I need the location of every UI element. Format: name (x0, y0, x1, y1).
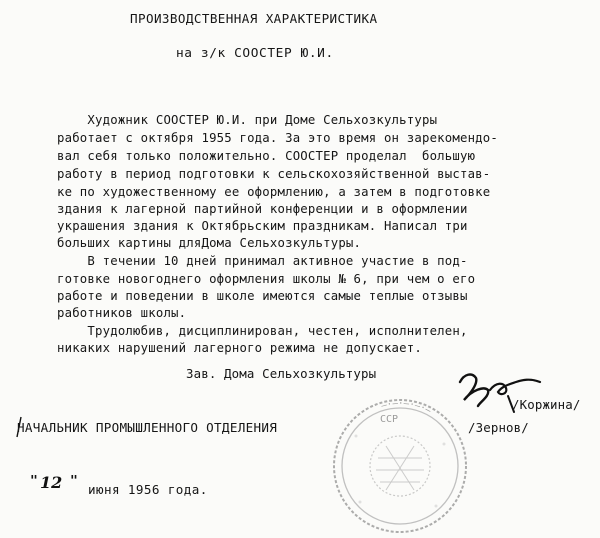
body-line: работе и поведении в школе имеются самые теплые отзывы (57, 289, 468, 303)
body-line: здания к лагерной партийной конференции и в оформлении (57, 202, 468, 216)
body-line: украшения здания к Октябрьским праздникам. Написал три (57, 219, 468, 233)
date-open-quote: " (30, 474, 38, 489)
body-line: больших картины дляДома Сельхозкультуры. (57, 236, 362, 250)
body-line: работников школы. (57, 306, 187, 320)
body-line: ке по художественному ее оформлению, а затем в подготовке (57, 185, 491, 199)
date-day: 12 (40, 473, 63, 492)
signature-name-zernov: /Зернов/ (468, 420, 529, 435)
head-role: НАЧАЛЬНИК ПРОМЫШЛЕННОГО ОТДЕЛЕНИЯ (17, 420, 278, 435)
document-subtitle: на з/к СООСТЕР Ю.И. (176, 46, 334, 61)
stamp-text: ССР (380, 414, 399, 425)
body-line: Трудолюбив, дисциплинирован, честен, исполнителен, (57, 324, 468, 338)
body-line: никаких нарушений лагерного режима не допускает. (57, 341, 422, 355)
signature-role: Зав. Дома Сельхозкультуры (186, 366, 377, 381)
date-text: июня 1956 года. (88, 482, 208, 497)
body-line: В течении 10 дней принимал активное участие в под- (57, 254, 468, 268)
body-line: готовке новогоднего оформления школы № 6, при чем о его (57, 272, 476, 286)
body-line: работает с октября 1955 года. За это время он зарекомендо- (57, 131, 498, 145)
date-close-quote: " (70, 474, 78, 489)
signature-name-korzhina: /Коржина/ (512, 397, 581, 412)
body-line: вал себя только положительно. СООСТЕР проделал большую (57, 149, 476, 163)
document-title: ПРОИЗВОДСТВЕННАЯ ХАРАКТЕРИСТИКА (130, 11, 378, 26)
svg-text:—·—·—·—·—: —·—·—·—·— (380, 398, 433, 417)
body-line: Художник СООСТЕР Ю.И. при Доме Сельхозкультуры (57, 113, 438, 127)
body-line: работу в период подготовки к сельскохозяйственной выстав- (57, 167, 491, 181)
